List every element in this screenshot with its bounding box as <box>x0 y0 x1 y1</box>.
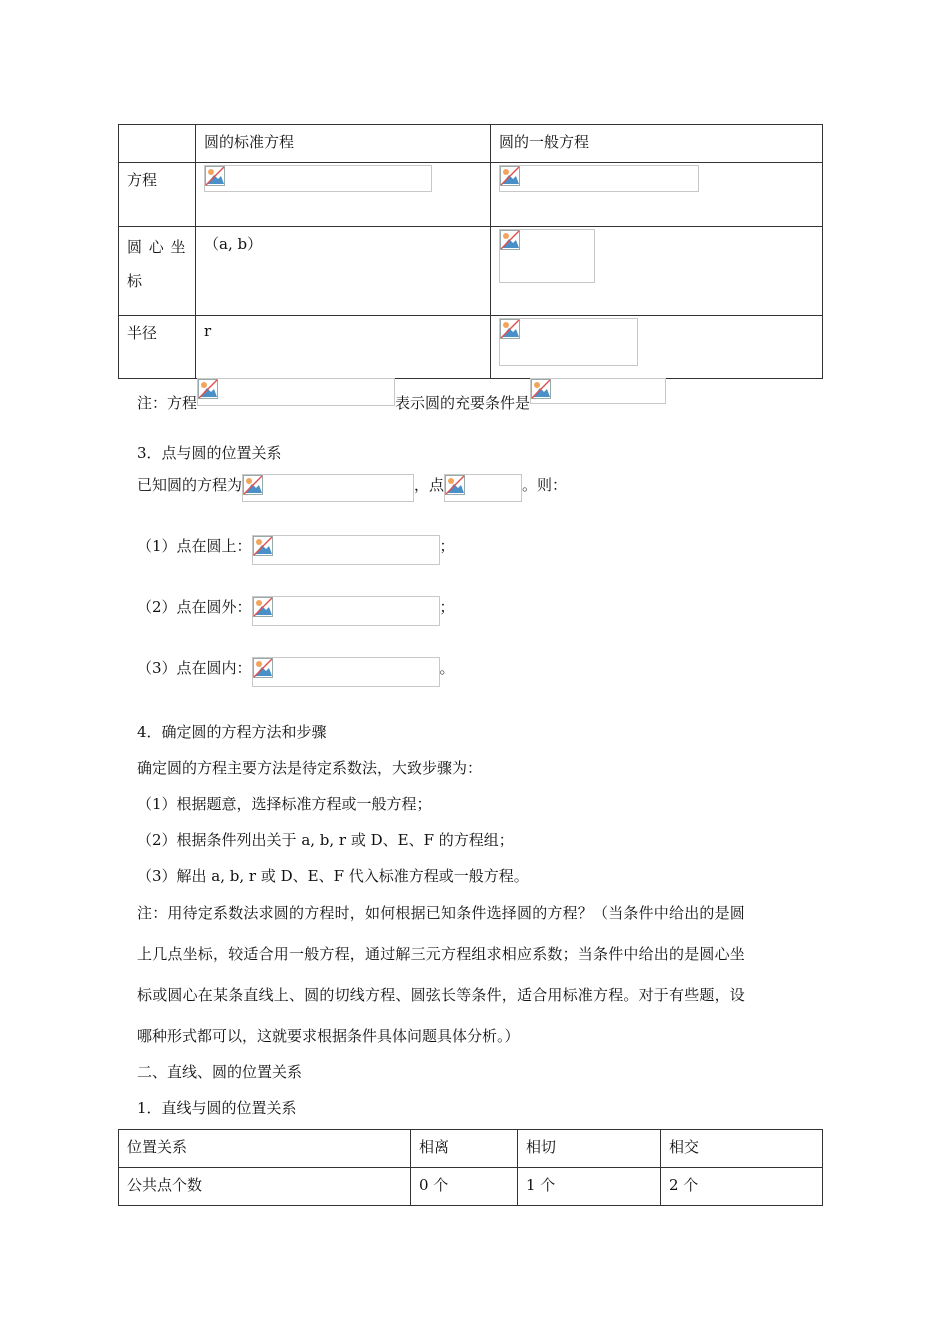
outside-circle-image <box>252 596 440 626</box>
part2-subtitle: 1．直线与圆的位置关系 <box>137 1099 297 1117</box>
row-label-center-line2: 标 <box>127 272 143 290</box>
general-equation-image <box>499 165 699 192</box>
standard-center-value: （a, b） <box>196 227 491 316</box>
section4-note-line1: 注：用待定系数法求圆的方程时，如何根据已知条件选择圆的方程？（当条件中给出的是圆 <box>137 904 746 922</box>
broken-image-icon <box>253 536 273 556</box>
intro-prefix: 已知圆的方程为 <box>137 476 243 494</box>
note-middle: 表示圆的充要条件是 <box>395 394 531 412</box>
section4-step-1: （1）根据题意，选择标准方程或一般方程； <box>137 795 432 813</box>
on-circle-image <box>252 535 440 565</box>
broken-image-icon <box>243 475 263 495</box>
item-end: ； <box>439 537 455 555</box>
section4-intro: 确定圆的方程主要方法是待定系数法，大致步骤为： <box>137 759 483 777</box>
table2-header-separate: 相离 <box>411 1130 518 1168</box>
broken-image-icon <box>500 230 520 250</box>
broken-image-icon <box>531 379 551 399</box>
standard-equation-image <box>204 165 432 192</box>
section4-note-line4: 哪种形式都可以，这就要求根据条件具体问题具体分析。） <box>137 1027 520 1045</box>
inside-circle-image <box>252 657 440 687</box>
note-equation-image <box>197 378 395 406</box>
table2-header-relation: 位置关系 <box>119 1130 411 1168</box>
circle-equation-table <box>118 124 823 379</box>
general-radius-cell <box>491 316 823 379</box>
broken-image-icon <box>198 379 218 399</box>
general-center-image <box>499 229 595 283</box>
row-label-radius: 半径 <box>119 316 196 379</box>
broken-image-icon <box>253 597 273 617</box>
general-equation-cell <box>491 163 823 227</box>
table2-value-tangent: 1 个 <box>518 1168 661 1206</box>
broken-image-icon <box>500 166 520 186</box>
point-image <box>444 474 522 502</box>
section4-note-line2: 上几点坐标，较适合用一般方程，通过解三元方程组求相应系数；当条件中给出的是圆心坐 <box>137 945 746 963</box>
circle-equation-image <box>242 474 414 502</box>
table2-header-intersect: 相交 <box>661 1130 823 1168</box>
broken-image-icon <box>205 166 225 186</box>
row-label-equation: 方程 <box>119 163 196 227</box>
table-header-general: 圆的一般方程 <box>491 125 823 163</box>
general-center-cell <box>491 227 823 316</box>
item-label: （3）点在圆内： <box>137 659 252 677</box>
table-header-standard: 圆的标准方程 <box>196 125 491 163</box>
section3-intro <box>137 474 567 504</box>
note-condition <box>137 378 666 412</box>
line-circle-table <box>118 1129 823 1206</box>
note-prefix: 注：方程 <box>137 394 198 412</box>
row-label-center-line1: 圆 心 坐 <box>127 238 187 256</box>
row-label-center <box>119 227 196 316</box>
item-label: （2）点在圆外： <box>137 598 252 616</box>
point-on-circle <box>137 535 455 565</box>
standard-equation-cell <box>196 163 491 227</box>
item-end: ； <box>439 598 455 616</box>
table2-value-separate: 0 个 <box>411 1168 518 1206</box>
standard-radius-value: r <box>196 316 491 379</box>
part2-title: 二、直线、圆的位置关系 <box>137 1063 303 1081</box>
broken-image-icon <box>253 658 273 678</box>
item-end: 。 <box>439 659 455 677</box>
broken-image-icon <box>445 475 465 495</box>
point-inside-circle <box>137 657 455 687</box>
table-header-empty <box>119 125 196 163</box>
note-condition-image <box>530 378 666 404</box>
broken-image-icon <box>500 319 520 339</box>
intro-suffix: 。则： <box>522 476 568 494</box>
table2-row-label: 公共点个数 <box>119 1168 411 1206</box>
section4-step-3: （3）解出 a, b, r 或 D、E、F 代入标准方程或一般方程。 <box>137 867 529 885</box>
general-radius-image <box>499 318 638 366</box>
section4-title: 4．确定圆的方程方法和步骤 <box>137 723 327 741</box>
point-outside-circle <box>137 596 455 626</box>
table2-value-intersect: 2 个 <box>661 1168 823 1206</box>
section4-note-line3: 标或圆心在某条直线上、圆的切线方程、圆弦长等条件，适合用标准方程。对于有些题，设 <box>137 986 746 1004</box>
intro-mid: ，点 <box>414 476 445 494</box>
item-label: （1）点在圆上： <box>137 537 252 555</box>
table2-header-tangent: 相切 <box>518 1130 661 1168</box>
section3-title: 3．点与圆的位置关系 <box>137 444 282 462</box>
section4-step-2: （2）根据条件列出关于 a, b, r 或 D、E、F 的方程组； <box>137 831 514 849</box>
